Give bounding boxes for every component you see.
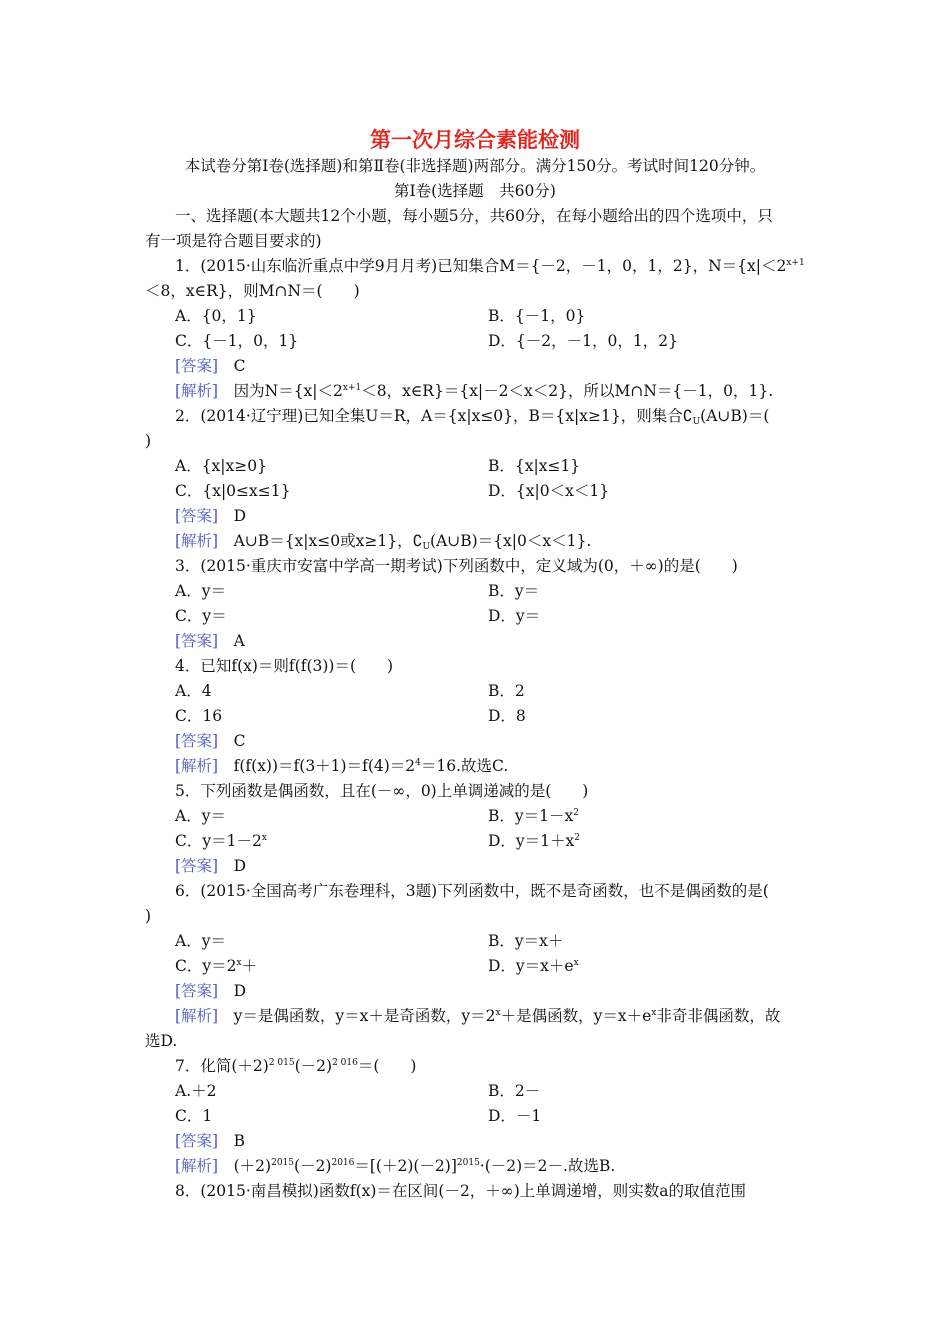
q2-option-d: D．{x|0＜x＜1} bbox=[488, 482, 610, 500]
q5-option-d: D．$y=1+x^2$ bbox=[488, 832, 581, 850]
q3-option-a: A．y＝ bbox=[175, 582, 226, 600]
q6-option-c: C．$y=2^x+$ bbox=[175, 957, 258, 975]
q1-stem-cont: ＜8，x∈R}，则M∩N＝( ) bbox=[145, 282, 360, 300]
q4-option-d: D．8 bbox=[488, 707, 526, 725]
q6-option-a: A．y＝ bbox=[175, 932, 226, 950]
q4-option-a: A．4 bbox=[175, 682, 212, 700]
q4-option-c: C．16 bbox=[175, 707, 223, 725]
q2-stem-cont: ) bbox=[145, 432, 152, 450]
q6-stem: 6．(2015·全国高考广东卷理科，3题)下列函数中，既不是奇函数，也不是偶函数的是( bbox=[175, 882, 769, 900]
q3-option-b: B．y＝ bbox=[488, 582, 540, 600]
q7-option-a: A.＋2 bbox=[175, 1082, 217, 1100]
q4-option-b: B．2 bbox=[488, 682, 525, 700]
q1-answer: [答案] C bbox=[175, 357, 246, 375]
q1-analysis: [解析] 因为$N=\{x|<2^{x+1}<8$，x∈R}＝{x|－2＜x＜2}，所以M∩N＝{－1，0，1}. bbox=[175, 382, 774, 400]
q5-stem: 5．下列函数是偶函数，且在(－∞，0)上单调递减的是( ) bbox=[175, 782, 589, 800]
q7-option-d: D．－1 bbox=[488, 1107, 542, 1125]
exam-intro: 本试卷分第Ⅰ卷(选择题)和第Ⅱ卷(非选择题)两部分。满分150分。考试时间120分钟。 bbox=[184, 157, 766, 175]
q2-analysis: [解析] A∪B＝{x|x≤0或x≥1}，$∁_U(A\cup B)=\{x|0<x<1\}$. bbox=[175, 532, 592, 552]
q6-option-b: B．y＝x＋ bbox=[488, 932, 564, 950]
q1-option-c: C．{－1，0，1} bbox=[175, 332, 299, 350]
q3-answer: [答案] A bbox=[175, 632, 245, 650]
q7-option-b: B．2－ bbox=[488, 1082, 541, 1100]
q1-option-a: A．{0，1} bbox=[175, 307, 257, 325]
q5-answer: [答案] D bbox=[175, 857, 247, 875]
q6-stem-cont: ) bbox=[145, 907, 152, 925]
q3-option-d: D．y＝ bbox=[488, 607, 541, 625]
q7-answer: [答案] B bbox=[175, 1132, 246, 1150]
q1-stem: 1．(2015·山东临沂重点中学9月月考)已知集合M＝{－2，－1，0，1，2}，$N=\{x|<2^{x+1}$ bbox=[175, 257, 805, 275]
section1-instructions-cont: 有一项是符合题目要求的) bbox=[145, 232, 322, 250]
q4-analysis: [解析] $f(f(x))=f(3+1)=f(4)=2^4=16$.故选C. bbox=[175, 757, 509, 775]
q2-stem: 2．(2014·辽宁理)已知全集U＝R，A＝{x|x≤0}，B＝{x|x≥1}，则集合$∁_U(A\cup B)=$( bbox=[175, 407, 770, 427]
q6-answer: [答案] D bbox=[175, 982, 247, 1000]
q5-option-c: C．$y=1-2^x$ bbox=[175, 832, 267, 850]
page-title: 第一次月综合素能检测 bbox=[370, 128, 580, 152]
q1-option-d: D．{－2，－1，0，1，2} bbox=[488, 332, 678, 350]
part1-heading: 第Ⅰ卷(选择题 共60分) bbox=[394, 182, 556, 200]
q4-answer: [答案] C bbox=[175, 732, 246, 750]
q1-option-b: B．{－1，0} bbox=[488, 307, 586, 325]
q2-option-b: B．{x|x≤1} bbox=[488, 457, 581, 475]
q5-option-b: B．$y=1-x^2$ bbox=[488, 807, 579, 825]
q6-analysis: [解析] y＝是偶函数，y＝x＋是奇函数，$y=2^x+$是偶函数，$y=x+e^x$非奇非偶函数，故 bbox=[175, 1007, 781, 1025]
q7-analysis: [解析] $(+2)^{2015}(-2)^{2016}=[(+2)(-2)]^{2015}\cdot(-2)=2-$.故选B. bbox=[175, 1157, 616, 1175]
section1-instructions: 一、选择题(本大题共12个小题，每小题5分，共60分，在每小题给出的四个选项中，只 bbox=[175, 207, 773, 225]
q8-stem: 8．(2015·南昌模拟)函数f(x)＝在区间(－2，＋∞)上单调递增，则实数a的取值范围 bbox=[175, 1182, 747, 1200]
q6-analysis-cont: 选D. bbox=[145, 1032, 178, 1050]
q7-stem: 7．化简$(+2)^{2 015}(-2)^{2 016}=$( ) bbox=[175, 1057, 417, 1075]
q7-option-c: C．1 bbox=[175, 1107, 213, 1125]
q2-option-c: C．{x|0≤x≤1} bbox=[175, 482, 291, 500]
q4-stem: 4．已知f(x)＝则f(f(3))＝( ) bbox=[175, 657, 394, 675]
q3-stem: 3．(2015·重庆市安富中学高一期考试)下列函数中，定义域为(0，＋∞)的是( ) bbox=[175, 557, 738, 575]
q5-option-a: A．y＝ bbox=[175, 807, 226, 825]
q6-option-d: D．$y=x+e^x$ bbox=[488, 957, 579, 975]
q2-answer: [答案] D bbox=[175, 507, 247, 525]
q2-option-a: A．{x|x≥0} bbox=[175, 457, 267, 475]
q3-option-c: C．y＝ bbox=[175, 607, 227, 625]
